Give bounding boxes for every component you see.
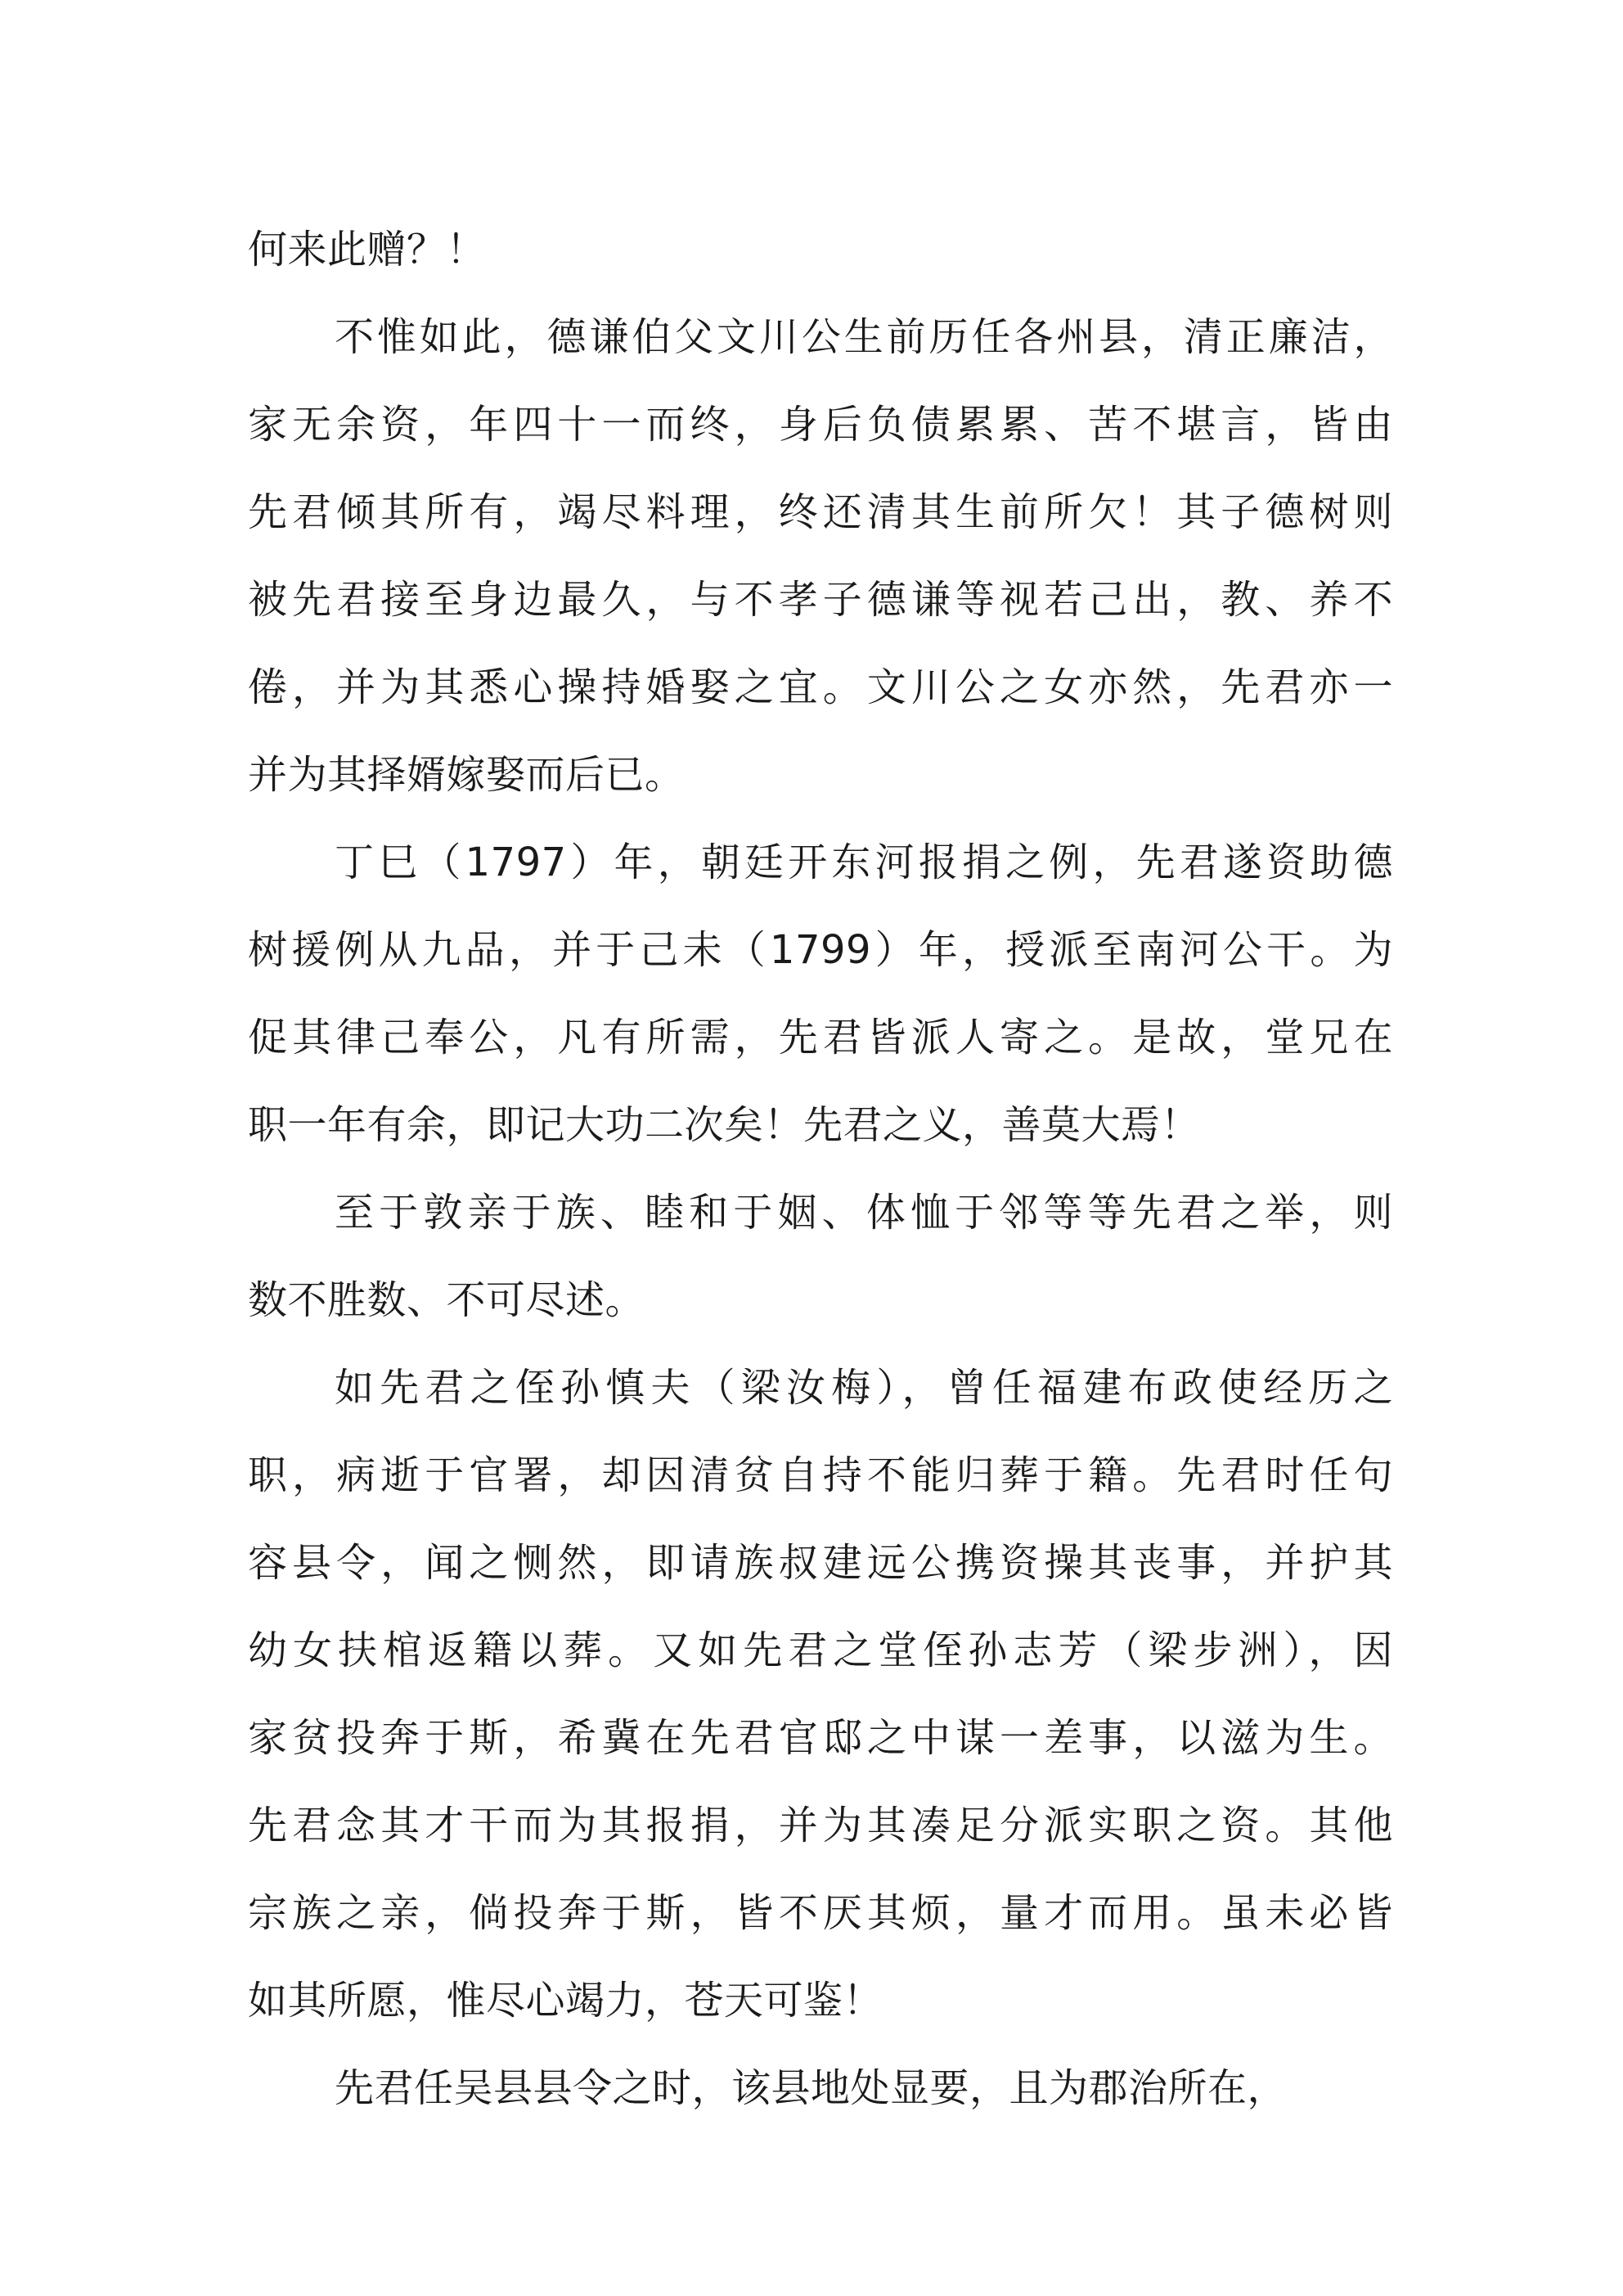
text-line: 促其律己奉公，凡有所需，先君皆派人寄之。是故，堂兄在 bbox=[248, 1015, 1393, 1060]
text-line: 被先君接至身边最久，与不孝子德谦等视若己出，教、养不 bbox=[248, 577, 1393, 623]
paragraph bbox=[248, 819, 1393, 1169]
text-line: 如先君之侄孙慎夫（梁汝梅），曾任福建布政使经历之 bbox=[335, 1365, 1393, 1411]
text-line: 倦，并为其悉心操持婚娶之宜。文川公之女亦然，先君亦一 bbox=[248, 664, 1393, 710]
text-line: 树援例从九品，并于己未（1799）年，授派至南河公干。为 bbox=[248, 927, 1393, 973]
text-line: 至于敦亲于族、睦和于姻、体恤于邻等等先君之举，则 bbox=[335, 1190, 1393, 1236]
text-line: 先君倾其所有，竭尽料理，终还清其生前所欠！其子德树则 bbox=[248, 489, 1393, 535]
text-line: 并为其择婿嫁娶而后已。 bbox=[248, 752, 685, 798]
text-line: 丁巳（1797）年，朝廷开东河报捐之例，先君遂资助德 bbox=[335, 840, 1393, 885]
text-line: 家贫投奔于斯，希冀在先君官邸之中谋一差事，以滋为生。 bbox=[248, 1715, 1393, 1761]
text-line: 宗族之亲，倘投奔于斯，皆不厌其烦，量才而用。虽未必皆 bbox=[248, 1890, 1393, 1936]
text-line: 先君任吴县县令之时，该县地处显要，且为郡治所在， bbox=[335, 2065, 1288, 2111]
text-line: 先君念其才干而为其报捐，并为其凑足分派实职之资。其他 bbox=[248, 1803, 1393, 1848]
text-line: 容县令，闻之恻然，即请族叔建远公携资操其丧事，并护其 bbox=[248, 1540, 1393, 1586]
text-line: 家无余资，年四十一而终，身后负债累累、苦不堪言，皆由 bbox=[248, 402, 1393, 448]
text-line: 数不胜数、不可尽述。 bbox=[248, 1277, 645, 1323]
text-line: 不惟如此，德谦伯父文川公生前历任各州县，清正廉洁， bbox=[335, 314, 1393, 360]
text-line: 何来此赠？！ bbox=[248, 227, 487, 272]
paragraph bbox=[248, 1169, 1393, 1344]
text-line: 幼女扶棺返籍以葬。又如先君之堂侄孙志芳（梁步洲），因 bbox=[248, 1627, 1393, 1673]
text-line: 职一年有余，即记大功二次矣！先君之义，善莫大焉！ bbox=[248, 1102, 1201, 1148]
paragraph bbox=[248, 294, 1393, 819]
text-line: 职，病逝于官署，却因清贫自持不能归葬于籍。先君时任句 bbox=[248, 1452, 1393, 1498]
text-line: 如其所愿，惟尽心竭力，苍天可鉴！ bbox=[248, 1978, 883, 2024]
body-text bbox=[248, 206, 1393, 2132]
paragraph bbox=[248, 1344, 1393, 2045]
paragraph bbox=[248, 206, 1393, 294]
paragraph bbox=[248, 2045, 1393, 2132]
